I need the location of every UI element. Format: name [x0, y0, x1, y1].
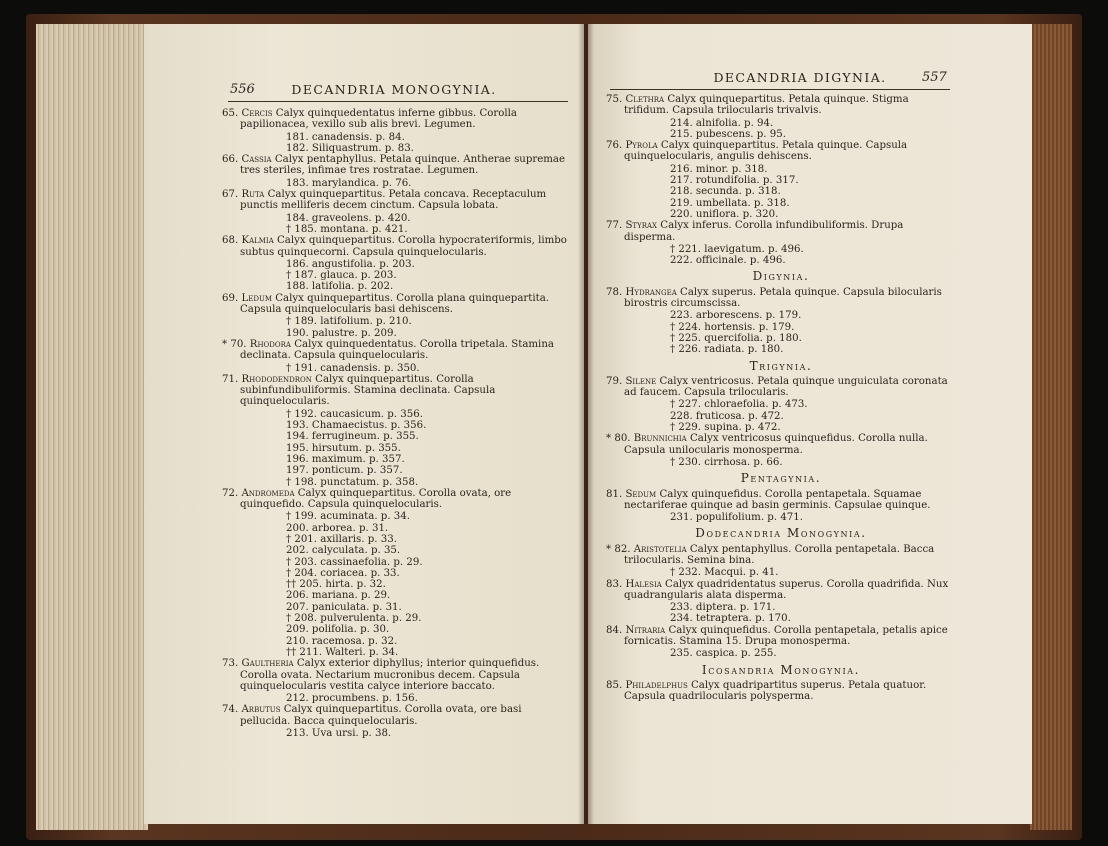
- genus-name: Arbutus: [241, 704, 281, 716]
- entry-number: 68.: [222, 235, 242, 247]
- species-line: 213. Uva ursi. p. 38.: [286, 728, 392, 740]
- genus-description: Calyx quinquepartitus. Corolla hypocrateriformis, limbo subtus quinquecorni. Capsula quinquelocularis.: [240, 235, 567, 258]
- genus-name: Sedum: [625, 488, 657, 500]
- genus-description: Calyx quinquepartitus. Petala quinque. Stigma trifidum. Capsula trilocularis trivalvis.: [624, 94, 909, 117]
- genus-description: Calyx ventricosus. Petala quinque unguiculata coronata ad faucem. Capsula trilocularis.: [624, 375, 948, 399]
- genus-description: Calyx quinquepartitus. Corolla plana quinquepartita. Capsula quinquelocularis basi dehiscens.: [240, 292, 550, 316]
- right-page-body: [606, 94, 956, 704]
- genus-name: Silene: [625, 375, 657, 387]
- species-line: 182. Siliquastrum. p. 83.: [286, 142, 414, 154]
- species-line: 222. officinale. p. 496.: [670, 255, 786, 267]
- genus-name: Halesia: [625, 578, 662, 590]
- species-line: † 198. punctatum. p. 358.: [286, 476, 419, 488]
- genus-entry: [606, 680, 956, 703]
- entry-number: 81.: [606, 488, 626, 500]
- species-line: 231. populifolium. p. 471.: [670, 512, 803, 524]
- species-line: 196. maximum. p. 357.: [286, 453, 405, 465]
- species-line: 206. mariana. p. 29.: [286, 590, 391, 602]
- species-line: † 208. pulverulenta. p. 29.: [286, 613, 422, 625]
- genus-name: Gaultheria: [241, 658, 294, 670]
- species-line: 215. pubescens. p. 95.: [670, 128, 786, 140]
- species-line: 212. procumbens. p. 156.: [286, 693, 418, 705]
- genus-description: Calyx quinquefidus. Corolla pentapetala, petalis apice fornicatis. Stamina 15. Drupa monosperma.: [624, 624, 948, 648]
- genus-name: Kalmia: [241, 235, 274, 247]
- species-line: 181. canadensis. p. 84.: [286, 131, 405, 143]
- genus-entry: [222, 108, 572, 131]
- section-heading: Icosandria Monogynia.: [701, 662, 861, 677]
- species-line: † 187. glauca. p. 203.: [286, 270, 397, 282]
- genus-entry: [222, 658, 572, 692]
- left-page-body: [222, 108, 572, 739]
- page-edges-left: [36, 24, 148, 830]
- species-line: † 189. latifolium. p. 210.: [286, 316, 412, 328]
- species-line: † 204. coriacea. p. 33.: [286, 567, 400, 579]
- entry-number: * 82.: [606, 543, 634, 555]
- book-gutter: [578, 24, 594, 824]
- left-running-title: DECANDRIA MONOGYNIA.: [291, 82, 497, 97]
- genus-name: Rhodora: [249, 338, 291, 350]
- species-line: 210. racemosa. p. 32.: [286, 635, 398, 647]
- entry-number: * 80.: [606, 433, 634, 445]
- species-line: 220. uniflora. p. 320.: [670, 208, 779, 220]
- genus-name: Clethra: [625, 94, 665, 105]
- species-line: 184. graveolens. p. 420.: [286, 212, 411, 224]
- species-line: † 185. montana. p. 421.: [286, 223, 408, 235]
- genus-description: Calyx quinquepartitus. Petala concava. Receptaculum punctis melliferis decem cinctum. Capsula lobata.: [240, 189, 547, 212]
- species-line: 193. Chamaecistus. p. 356.: [286, 420, 427, 432]
- right-header-rule: [610, 89, 950, 90]
- species-line: † 221. laevigatum. p. 496.: [670, 243, 804, 255]
- species-line: † 203. cassinaefolia. p. 29.: [286, 556, 423, 568]
- entry-number: 85.: [606, 679, 626, 691]
- species-line: 197. ponticum. p. 357.: [286, 465, 403, 477]
- species-line: 216. minor. p. 318.: [670, 163, 768, 175]
- genus-name: Aristotelia: [633, 543, 687, 555]
- species-line: 233. diptera. p. 171.: [670, 602, 776, 614]
- species-line: † 232. Macqui. p. 41.: [670, 567, 779, 579]
- genus-description: Calyx quinquepartitus. Corolla ovata, ore basi pellucida. Bacca quinquelocularis.: [240, 704, 522, 727]
- genus-entry: [606, 625, 956, 648]
- species-line: † 227. chloraefolia. p. 473.: [670, 399, 808, 411]
- genus-description: Calyx pentaphyllus. Petala quinque. Antherae supremae tres steriles, infimae tres rostratae. Legumen.: [240, 154, 566, 177]
- genus-entry: [606, 579, 956, 602]
- section-heading: Digynia.: [752, 269, 810, 284]
- species-line: 209. polifolia. p. 30.: [286, 624, 390, 636]
- entry-number: 75.: [606, 94, 626, 105]
- genus-description: Calyx pentaphyllus. Corolla pentapetala. Bacca trilocularis. Semina bina.: [624, 543, 935, 566]
- genus-description: Calyx quinquedentatus. Corolla tripetala. Stamina declinata. Capsula quinquelocularis.: [240, 338, 554, 362]
- species-line: † 191. canadensis. p. 350.: [286, 362, 420, 374]
- species-line: †† 205. hirta. p. 32.: [286, 579, 386, 591]
- genus-description: Calyx exterior diphyllus; interior quinquefidus. Corolla ovata. Nectarium mucronibus decem. Capsula quinquelocularis vestita calyce interiore baccato.: [240, 658, 540, 692]
- entry-number: 77.: [606, 220, 626, 232]
- page-edges-right: [1030, 24, 1072, 830]
- genus-name: Andromeda: [241, 487, 295, 499]
- genus-description: Calyx inferus. Corolla infundibuliformis. Drupa disperma.: [624, 220, 904, 243]
- genus-name: Ledum: [241, 292, 273, 304]
- genus-name: Cercis: [241, 108, 273, 119]
- genus-name: Cassia: [241, 154, 272, 166]
- species-line: 228. fruticosa. p. 472.: [670, 410, 784, 422]
- species-line: 186. angustifolia. p. 203.: [286, 258, 415, 270]
- species-line: † 225. quercifolia. p. 180.: [670, 332, 802, 344]
- species-line: 223. arborescens. p. 179.: [670, 310, 802, 322]
- section-heading: Trigynia.: [749, 358, 813, 373]
- species-line: 183. marylandica. p. 76.: [286, 177, 412, 189]
- right-page-number: 557: [922, 70, 947, 85]
- genus-description: Calyx quinquepartitus. Corolla subinfundibuliformis. Stamina declinata. Capsula quinquelocularis.: [240, 373, 496, 408]
- genus-entry: [606, 140, 956, 163]
- entry-number: 79.: [606, 375, 626, 387]
- genus-description: Calyx quinquepartitus. Corolla ovata, ore quinquefido. Capsula quinquelocularis.: [240, 487, 512, 511]
- right-page-header: [588, 70, 1032, 90]
- genus-entry: [222, 293, 572, 316]
- species-line: 217. rotundifolia. p. 317.: [670, 175, 799, 187]
- species-line: 190. palustre. p. 209.: [286, 327, 397, 339]
- species-line: †† 211. Walteri. p. 34.: [286, 646, 399, 658]
- genus-entry: [606, 489, 956, 512]
- genus-entry: [222, 235, 572, 258]
- species-line: 219. umbellata. p. 318.: [670, 197, 790, 209]
- entry-number: * 70.: [222, 338, 250, 350]
- genus-entry: [606, 433, 956, 456]
- genus-description: Calyx quinquepartitus. Petala quinque. Capsula quinquelocularis, angulis dehiscens.: [624, 140, 908, 163]
- genus-entry: [222, 704, 572, 727]
- genus-entry: [606, 376, 956, 399]
- left-header-rule: [228, 101, 568, 102]
- species-line: † 199. acuminata. p. 34.: [286, 511, 410, 523]
- species-line: 234. tetraptera. p. 170.: [670, 613, 791, 625]
- species-line: 202. calyculata. p. 35.: [286, 545, 401, 557]
- genus-entry: [606, 544, 956, 567]
- species-line: 214. alnifolia. p. 94.: [670, 117, 774, 129]
- section-heading: Dodecandria Monogynia.: [695, 526, 867, 541]
- genus-name: Ruta: [241, 189, 265, 201]
- entry-number: 71.: [222, 373, 242, 385]
- genus-description: Calyx ventricosus quinquefidus. Corolla nulla. Capsula unilocularis monosperma.: [624, 433, 928, 456]
- genus-entry: [222, 189, 572, 212]
- species-line: † 226. radiata. p. 180.: [670, 344, 784, 356]
- left-page: [144, 24, 584, 824]
- species-line: † 229. supina. p. 472.: [670, 422, 781, 434]
- genus-description: Calyx quadridentatus superus. Corolla quadrifida. Nux quadrangularis alata disperma.: [624, 578, 949, 601]
- species-line: 194. ferrugineum. p. 355.: [286, 431, 419, 443]
- species-line: 207. paniculata. p. 31.: [286, 601, 402, 613]
- entry-number: 78.: [606, 286, 626, 298]
- genus-description: Calyx quinquefidus. Corolla pentapetala. Squamae nectariferae quinque ad basin germinis. Capsulae quinque.: [624, 488, 931, 511]
- genus-name: Nitraria: [625, 624, 666, 636]
- species-line: † 201. axillaris. p. 33.: [286, 533, 397, 545]
- species-line: 218. secunda. p. 318.: [670, 186, 781, 198]
- left-page-number: 556: [230, 82, 255, 97]
- left-page-header: [144, 82, 584, 102]
- genus-entry: [222, 154, 572, 177]
- genus-name: Brunnichia: [633, 433, 687, 445]
- genus-name: Rhododendron: [241, 373, 312, 385]
- species-line: † 192. caucasicum. p. 356.: [286, 408, 423, 420]
- genus-entry: [222, 374, 572, 408]
- right-page: [588, 24, 1032, 824]
- right-running-title: DECANDRIA DIGYNIA.: [713, 70, 887, 85]
- entry-number: 84.: [606, 624, 626, 636]
- species-line: 235. caspica. p. 255.: [670, 648, 777, 660]
- entry-number: 69.: [222, 292, 242, 304]
- entry-number: 67.: [222, 189, 242, 201]
- entry-number: 72.: [222, 487, 242, 499]
- genus-description: Calyx quinquedentatus inferne gibbus. Corolla papilionacea, vexillo sub alis brevi. Legumen.: [240, 108, 517, 131]
- entry-number: 83.: [606, 578, 626, 590]
- species-line: 200. arborea. p. 31.: [286, 522, 389, 534]
- genus-name: Styrax: [625, 220, 658, 232]
- genus-name: Pyrola: [625, 140, 658, 152]
- species-line: 188. latifolia. p. 202.: [286, 281, 394, 293]
- genus-description: Calyx superus. Petala quinque. Capsula bilocularis birostris circumscissa.: [624, 286, 942, 310]
- genus-entry: [222, 339, 572, 362]
- species-line: † 230. cirrhosa. p. 66.: [670, 456, 783, 468]
- genus-entry: [606, 220, 956, 243]
- species-line: † 224. hortensis. p. 179.: [670, 321, 795, 333]
- entry-number: 66.: [222, 154, 242, 166]
- entry-number: 76.: [606, 140, 626, 152]
- entry-number: 74.: [222, 704, 242, 716]
- section-heading: Pentagynia.: [740, 471, 822, 486]
- species-line: 195. hirsutum. p. 355.: [286, 442, 401, 454]
- genus-name: Philadelphus: [625, 679, 688, 691]
- genus-entry: [606, 287, 956, 310]
- genus-name: Hydrangea: [625, 286, 677, 298]
- genus-description: Calyx quadripartitus superus. Petala quatuor. Capsula quadrilocularis polysperma.: [624, 679, 927, 703]
- entry-number: 73.: [222, 658, 242, 670]
- entry-number: 65.: [222, 108, 242, 119]
- genus-entry: [606, 94, 956, 117]
- genus-entry: [222, 488, 572, 511]
